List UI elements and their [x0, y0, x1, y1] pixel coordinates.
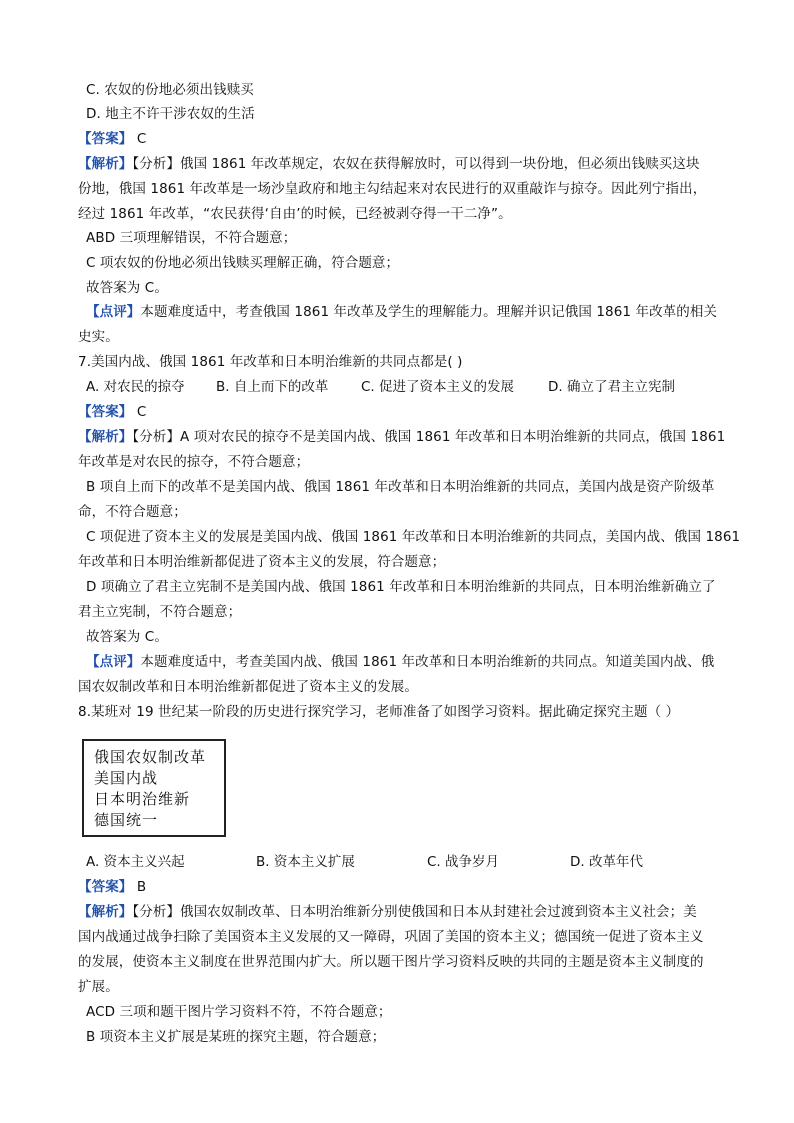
q8-analysis-line: 国内战通过战争扫除了美国资本主义发展的又一障碍，巩固了美国的资本主义；德国统一促进了资本主义	[78, 929, 704, 945]
q8-stem: 8.某班对 19 世纪某一阶段的历史进行探究学习，老师准备了如图学习资料。据此确定探究主题（ ）	[78, 704, 680, 720]
q6-analysis-line: 经过 1861 年改革，“农民获得‘自由’的时候，已经被剥夺得一干二净”。	[78, 206, 512, 222]
q6-answer	[78, 127, 146, 151]
q6-analysis-line: 故答案为 C。	[86, 280, 168, 296]
q7-option-a: A. 对农民的掠夺	[86, 379, 185, 395]
q7-analysis-line: D 项确立了君主立宪制不是美国内战、俄国 1861 年改革和日本明治维新的共同点，日本明治维新确立了	[86, 579, 716, 595]
figure-line: 美国内战	[94, 769, 159, 787]
q7-analysis-line	[78, 425, 725, 449]
q7-option-d: D. 确立了君主立宪制	[548, 379, 675, 395]
q6-comment	[86, 300, 717, 324]
answer-value: B	[136, 879, 147, 895]
q7-options	[86, 375, 726, 399]
comment-text: 本题难度适中，考查俄国 1861 年改革及学生的理解能力。理解并识记俄国 1861 年改革的相关	[140, 304, 718, 320]
q6-analysis-line: 份地，俄国 1861 年改革是一场沙皇政府和地主勾结起来对农民进行的双重敲诈与掠夺。因此列宁指出，	[78, 181, 707, 197]
q8-option-b: B. 资本主义扩展	[256, 854, 355, 870]
q6-analysis-line	[78, 152, 700, 176]
q8-analysis-line	[78, 900, 697, 924]
q7-analysis-line: 年改革是对农民的掠夺，不符合题意；	[78, 454, 310, 470]
q7-comment	[86, 650, 714, 674]
q6-option-d: D. 地主不许干涉农奴的生活	[86, 106, 255, 122]
comment-tag: 【点评】	[86, 654, 141, 670]
q8-analysis-line: B 项资本主义扩展是某班的探究主题，符合题意；	[86, 1029, 386, 1045]
figure-line: 日本明治维新	[94, 790, 191, 808]
q7-analysis-line: 故答案为 C。	[86, 629, 168, 645]
comment-text: 本题难度适中，考查美国内战、俄国 1861 年改革和日本明治维新的共同点。知道美国内战、俄	[140, 654, 715, 670]
q7-analysis-line: 命，不符合题意；	[78, 504, 187, 520]
q7-analysis-line: 年改革和日本明治维新都促进了资本主义的发展，符合题意；	[78, 554, 446, 570]
analysis-tag: 【解析】	[78, 429, 133, 445]
q8-option-a: A. 资本主义兴起	[86, 854, 185, 870]
q7-option-b: B. 自上而下的改革	[216, 379, 329, 395]
q7-analysis-line: 君主立宪制，不符合题意；	[78, 604, 242, 620]
analysis-tag: 【解析】	[78, 156, 133, 172]
analysis-text: 【分析】俄国 1861 年改革规定，农奴在获得解放时，可以得到一块份地，但必须出钱赎买这块	[132, 156, 700, 172]
comment-tag: 【点评】	[86, 304, 141, 320]
q6-analysis-line: ABD 三项理解错误，不符合题意；	[86, 230, 297, 246]
answer-value: C	[136, 404, 147, 420]
q7-answer	[78, 400, 146, 424]
q8-options	[86, 850, 726, 874]
q8-analysis-line: 的发展，使资本主义制度在世界范围内扩大。所以题干图片学习资料反映的共同的主题是资本主义制度的	[78, 954, 704, 970]
q8-analysis-line: 扩展。	[78, 979, 119, 995]
answer-tag: 【答案】	[78, 404, 133, 420]
q7-option-c: C. 促进了资本主义的发展	[361, 379, 515, 395]
q8-option-d: D. 改革年代	[570, 854, 643, 870]
q8-answer	[78, 875, 146, 899]
q7-stem: 7.美国内战、俄国 1861 年改革和日本明治维新的共同点都是( )	[78, 354, 463, 370]
answer-tag: 【答案】	[78, 879, 133, 895]
analysis-text: 【分析】A 项对农民的掠夺不是美国内战、俄国 1861 年改革和日本明治维新的共同点，俄国 1861	[132, 429, 726, 445]
q7-analysis-line: B 项自上而下的改革不是美国内战、俄国 1861 年改革和日本明治维新的共同点，美国内战是资产阶级革	[86, 479, 715, 495]
q6-analysis-line: C 项农奴的份地必须出钱赎买理解正确，符合题意；	[86, 255, 400, 271]
answer-value: C	[136, 131, 147, 147]
figure-line: 德国统一	[94, 811, 159, 829]
figure-line: 俄国农奴制改革	[94, 748, 207, 766]
analysis-text: 【分析】俄国农奴制改革、日本明治维新分别使俄国和日本从封建社会过渡到资本主义社会；美	[132, 904, 697, 920]
q8-analysis-line: ACD 三项和题干图片学习资料不符，不符合题意；	[86, 1004, 392, 1020]
q8-option-c: C. 战争岁月	[427, 854, 500, 870]
q6-option-c: C. 农奴的份地必须出钱赎买	[86, 82, 254, 98]
analysis-tag: 【解析】	[78, 904, 133, 920]
q8-figure-box	[82, 739, 226, 837]
q6-comment-line: 史实。	[78, 329, 119, 345]
answer-tag: 【答案】	[78, 131, 133, 147]
q7-analysis-line: C 项促进了资本主义的发展是美国内战、俄国 1861 年改革和日本明治维新的共同点，美国内战、俄国 1861	[86, 529, 741, 545]
q7-comment-line: 国农奴制改革和日本明治维新都促进了资本主义的发展。	[78, 679, 418, 695]
